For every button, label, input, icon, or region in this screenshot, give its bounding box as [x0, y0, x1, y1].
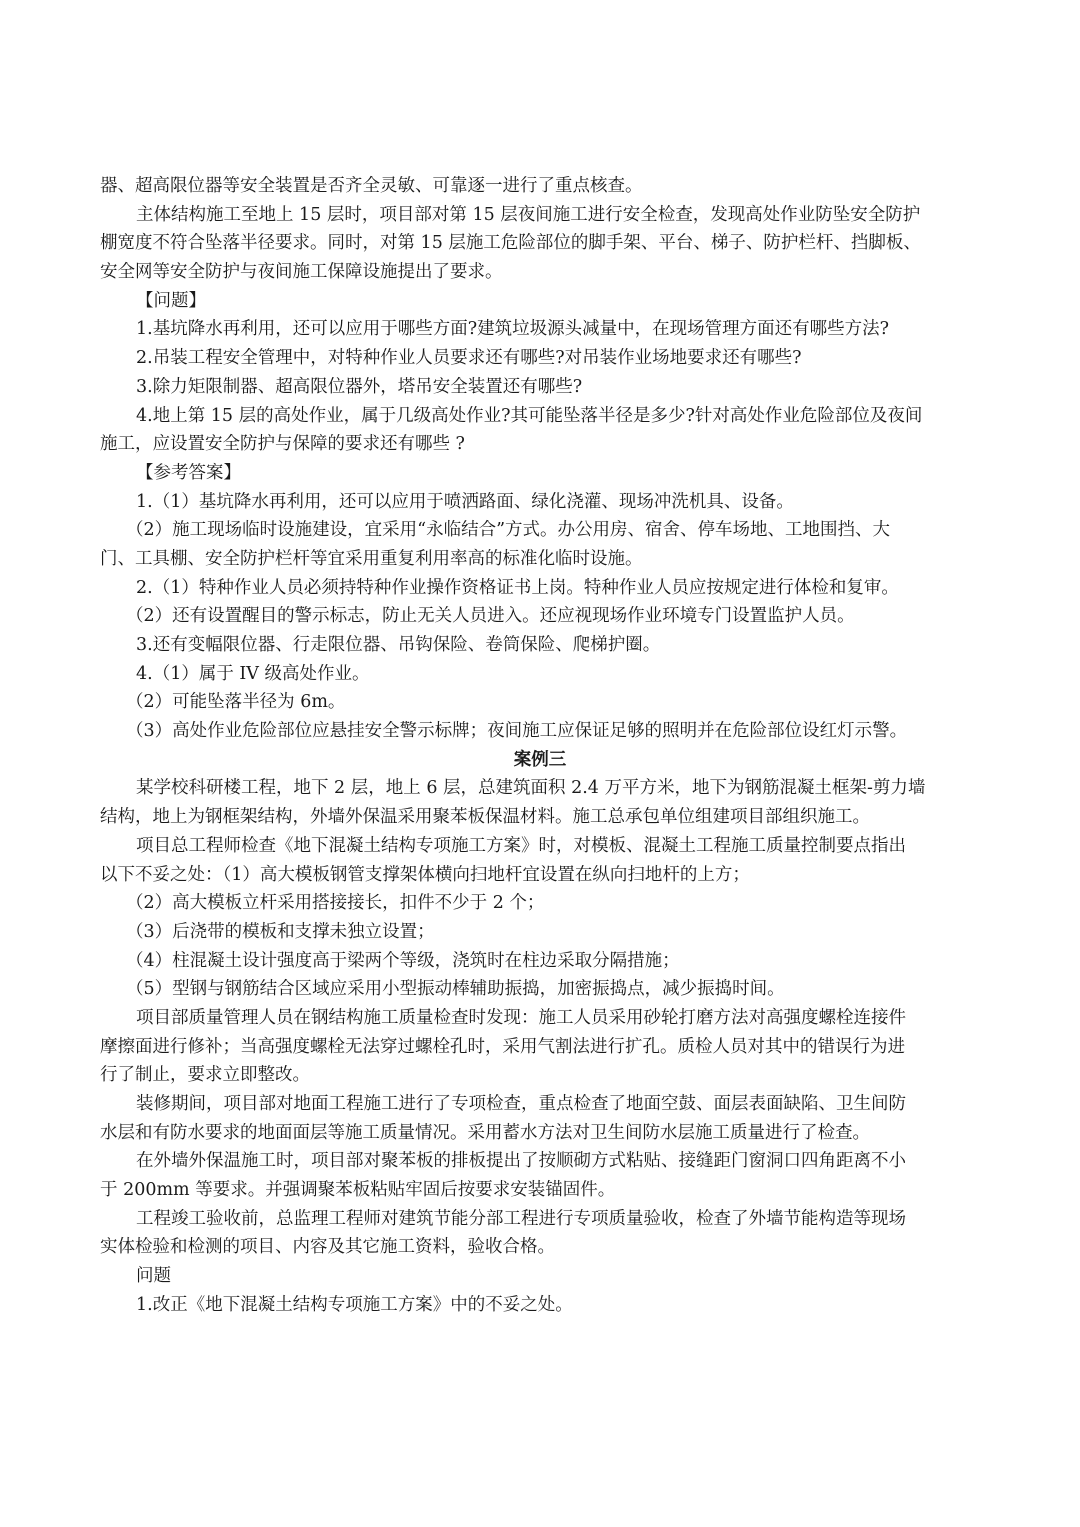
answer-item: 2.（1）特种作业人员必须持特种作业操作资格证书上岗。特种作业人员应按规定进行体检和复审。 [136, 577, 899, 598]
question-item: 4.地上第 15 层的高处作业，属于几级高处作业?其可能坠落半径是多少?针对高处作业危险部位及夜间 [136, 405, 923, 426]
paragraph-line: 行了制止，要求立即整改。 [100, 1065, 310, 1086]
answer-item: 3.还有变幅限位器、行走限位器、吊钩保险、卷筒保险、爬梯护圈。 [136, 635, 661, 655]
question-item: 2.吊装工程安全管理中，对特种作业人员要求还有哪些?对吊装作业场地要求还有哪些? [136, 348, 802, 369]
paragraph-line: 结构，地上为钢框架结构，外墙外保温采用聚苯板保温材料。施工总承包单位组建项目部组织施工。 [100, 807, 870, 828]
list-item: （2）高大模板立杆采用搭接接长，扣件不少于 2 个； [126, 893, 545, 914]
section-label-answer: 【参考答案】 [136, 462, 241, 483]
paragraph-line: 安全网等安全防护与夜间施工保障设施提出了要求。 [100, 262, 503, 283]
answer-item: 4.（1）属于 IV 级高处作业。 [136, 663, 370, 684]
answer-item: （3）高处作业危险部位应悬挂安全警示标牌；夜间施工应保证足够的照明并在危险部位设红灯示警。 [126, 721, 908, 742]
section-label-question: 【问题】 [136, 290, 206, 311]
paragraph-line: 水层和有防水要求的地面面层等施工质量情况。采用蓄水方法对卫生间防水层施工质量进行了检查。 [100, 1122, 870, 1143]
paragraph-line: 实体检验和检测的项目、内容及其它施工资料，验收合格。 [100, 1237, 555, 1258]
answer-item: （2）还有设置醒目的警示标志，防止无关人员进入。还应视现场作业环境专门设置监护人员。 [126, 606, 855, 627]
paragraph-line: 摩擦面进行修补；当高强度螺栓无法穿过螺栓孔时，采用气割法进行扩孔。质检人员对其中的错误行为进 [100, 1036, 905, 1057]
paragraph-line: 项目部质量管理人员在钢结构施工质量检查时发现：施工人员采用砂轮打磨方法对高强度螺栓连接件 [136, 1007, 906, 1028]
answer-item: （2）可能坠落半径为 6m。 [126, 692, 346, 713]
paragraph-line: 器、超高限位器等安全装置是否齐全灵敏、可靠逐一进行了重点核查。 [100, 176, 643, 196]
list-item: （4）柱混凝土设计强度高于梁两个等级，浇筑时在柱边采取分隔措施； [126, 950, 680, 971]
paragraph-line: 项目总工程师检查《地下混凝土结构专项施工方案》时，对模板、混凝土工程施工质量控制要点指出 [136, 835, 906, 856]
paragraph-line: 于 200mm 等要求。并强调聚苯板粘贴牢固后按要求安装锚固件。 [100, 1180, 616, 1201]
paragraph-line: 棚宽度不符合坠落半径要求。同时，对第 15 层施工危险部位的脚手架、平台、梯子、防护栏杆、挡脚板、 [100, 233, 921, 254]
paragraph-line: 装修期间，项目部对地面工程施工进行了专项检查，重点检查了地面空鼓、面层表面缺陷、卫生间防 [136, 1094, 906, 1114]
section-label-question: 问题 [136, 1266, 171, 1287]
document-body [100, 172, 980, 1320]
paragraph-line: 在外墙外保温施工时，项目部对聚苯板的排板提出了按顺砌方式粘贴、接缝距门窗洞口四角距离不小 [136, 1151, 906, 1172]
list-item: （3）后浇带的模板和支撑未独立设置； [126, 921, 435, 942]
paragraph-line: 门、工具棚、安全防护栏杆等宜采用重复利用率高的标准化临时设施。 [100, 548, 643, 569]
question-item: 1.基坑降水再利用，还可以应用于哪些方面?建筑垃圾源头减量中，在现场管理方面还有哪些方法? [136, 319, 889, 340]
answer-item: （2）施工现场临时设施建设，宜采用“永临结合”方式。办公用房、宿舍、停车场地、工地围挡、大 [126, 520, 891, 541]
question-item: 1.改正《地下混凝土结构专项施工方案》中的不妥之处。 [136, 1294, 573, 1315]
paragraph-line: 工程竣工验收前，总监理工程师对建筑节能分部工程进行专项质量验收，检查了外墙节能构造等现场 [136, 1208, 906, 1229]
question-item: 3.除力矩限制器、超高限位器外，塔吊安全装置还有哪些? [136, 376, 583, 397]
case-heading: 案例三 [513, 749, 567, 770]
paragraph-line: 施工，应设置安全防护与保障的要求还有哪些 ? [100, 434, 465, 455]
paragraph-line: 某学校科研楼工程，地下 2 层，地上 6 层，总建筑面积 2.4 万平方米，地下为钢筋混凝土框架-剪力墙 [136, 778, 926, 799]
paragraph-line: 主体结构施工至地上 15 层时，项目部对第 15 层夜间施工进行安全检查，发现高处作业防坠安全防护 [136, 204, 921, 225]
answer-item: 1.（1）基坑降水再利用，还可以应用于喷洒路面、绿化浇灌、现场冲洗机具、设备。 [136, 491, 794, 512]
list-item: （5）型钢与钢筋结合区域应采用小型振动棒辅助振捣，加密振捣点，减少振捣时间。 [126, 979, 785, 1000]
paragraph-line: 以下不妥之处：（1）高大模板钢管支撑架体横向扫地杆宜设置在纵向扫地杆的上方； [100, 864, 750, 885]
